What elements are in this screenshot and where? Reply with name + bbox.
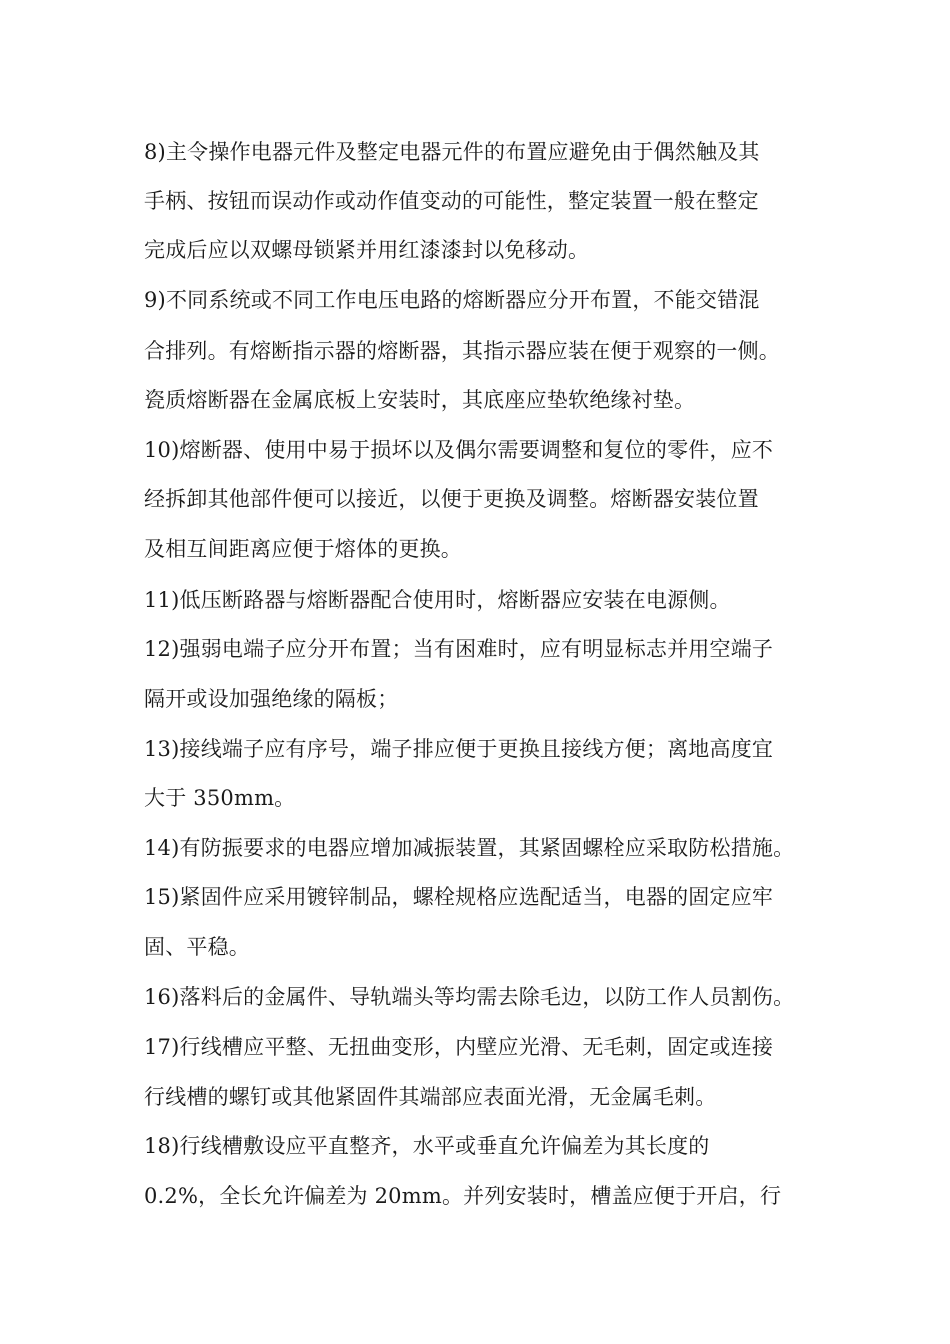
text-line: 及相互间距离应便于熔体的更换。 xyxy=(144,537,462,561)
text-line: 固、平稳。 xyxy=(144,935,250,959)
text-line: 8)主令操作电器元件及整定电器元件的布置应避免由于偶然触及其 xyxy=(144,140,760,164)
text-line: 隔开或设加强绝缘的隔板； xyxy=(144,687,399,711)
text-line: 10)熔断器、使用中易于损坏以及偶尔需要调整和复位的零件，应不 xyxy=(144,438,774,462)
text-line: 12)强弱电端子应分开布置；当有困难时，应有明显标志并用空端子 xyxy=(144,637,774,661)
text-line: 合排列。有熔断指示器的熔断器，其指示器应装在便于观察的一侧。 xyxy=(144,339,780,363)
text-line: 15)紧固件应采用镀锌制品，螺栓规格应选配适当，电器的固定应牢 xyxy=(144,885,774,909)
text-line: 9)不同系统或不同工作电压电路的熔断器应分开布置，不能交错混 xyxy=(144,288,760,312)
text-line: 瓷质熔断器在金属底板上安装时，其底座应垫软绝缘衬垫。 xyxy=(144,388,696,412)
text-line: 行线槽的螺钉或其他紧固件其端部应表面光滑，无金属毛刺。 xyxy=(144,1085,717,1109)
text-line: 17)行线槽应平整、无扭曲变形，内壁应光滑、无毛刺，固定或连接 xyxy=(144,1035,774,1059)
text-line: 完成后应以双螺母锁紧并用红漆漆封以免移动。 xyxy=(144,238,590,262)
text-line: 16)落料后的金属件、导轨端头等均需去除毛边，以防工作人员割伤。 xyxy=(144,985,795,1009)
text-line: 0.2%，全长允许偏差为 20mm。并列安装时，槽盖应便于开启，行 xyxy=(144,1184,782,1208)
text-line: 经拆卸其他部件便可以接近，以便于更换及调整。熔断器安装位置 xyxy=(144,487,759,511)
text-line: 大于 350mm。 xyxy=(144,786,296,810)
text-line: 14)有防振要求的电器应增加减振装置，其紧固螺栓应采取防松措施。 xyxy=(144,836,795,860)
text-line: 13)接线端子应有序号，端子排应便于更换且接线方便；离地高度宜 xyxy=(144,737,774,761)
text-line: 手柄、按钮而误动作或动作值变动的可能性，整定装置一般在整定 xyxy=(144,189,759,213)
text-line: 11)低压断路器与熔断器配合使用时，熔断器应安装在电源侧。 xyxy=(144,588,731,612)
text-line: 18)行线槽敷设应平直整齐，水平或垂直允许偏差为其长度的 xyxy=(144,1134,710,1158)
